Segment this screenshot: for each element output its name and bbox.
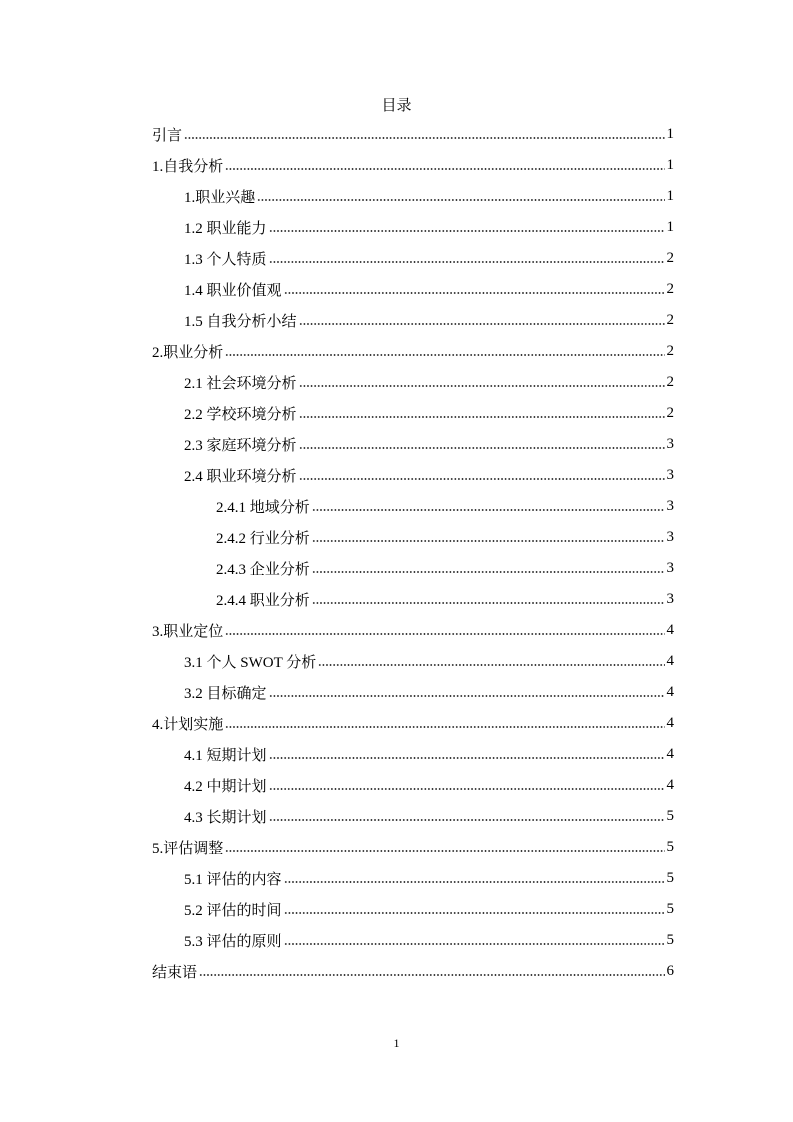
dot-leader [299,321,665,327]
toc-entry-page: 3 [666,467,674,483]
toc-entry-label: 2.4.1 地域分析 [216,500,310,516]
dot-leader [184,135,664,141]
toc-entry-page: 4 [666,715,674,731]
toc-entry-label: 4.1 短期计划 [184,748,267,764]
dot-leader [269,786,665,792]
toc-entry[interactable] [152,832,674,863]
toc-entry-page: 3 [666,436,674,452]
toc-entry-label: 2.1 社会环境分析 [184,376,297,392]
toc-entry-label: 2.3 家庭环境分析 [184,438,297,454]
dot-leader [225,724,664,730]
toc-entry-page: 5 [666,901,674,917]
toc-entry[interactable] [152,553,674,584]
toc-entry[interactable] [152,708,674,739]
toc-entry-label: 结束语 [152,965,198,981]
toc-entry-page: 5 [666,870,674,886]
dot-leader [225,352,664,358]
toc-entry-page: 4 [666,684,674,700]
toc-entry-label: 5.评估调整 [152,841,224,857]
dot-leader [284,879,665,885]
toc-entry-page: 2 [666,343,674,359]
toc-entry-label: 4.2 中期计划 [184,779,267,795]
toc-entry-label: 1.自我分析 [152,159,224,175]
toc-entry[interactable] [152,181,674,212]
toc-entry[interactable] [152,243,674,274]
toc-entry[interactable] [152,429,674,460]
toc-entry-page: 1 [666,157,674,173]
toc-entry-label: 1.2 职业能力 [184,221,267,237]
toc-entry[interactable] [152,646,674,677]
dot-leader [312,538,665,544]
toc-entry[interactable] [152,522,674,553]
toc-entry-page: 1 [666,126,674,142]
toc-entry-label: 4.计划实施 [152,717,224,733]
dot-leader [225,631,664,637]
toc-entry-page: 2 [666,250,674,266]
toc-entry-label: 4.3 长期计划 [184,810,267,826]
dot-leader [225,848,664,854]
toc-entry-page: 4 [666,777,674,793]
dot-leader [225,166,664,172]
toc-entry[interactable] [152,739,674,770]
dot-leader [269,228,665,234]
toc-entry[interactable] [152,956,674,987]
toc-entry-page: 1 [666,188,674,204]
toc-entry-page: 4 [666,653,674,669]
toc-entry-page: 3 [666,498,674,514]
dot-leader [284,910,665,916]
toc-entry[interactable] [152,615,674,646]
toc-entry-label: 1.职业兴趣 [184,190,256,206]
toc-entry[interactable] [152,460,674,491]
toc-entry-page: 2 [666,281,674,297]
dot-leader [199,972,664,978]
toc-entry[interactable] [152,367,674,398]
toc-entry-label: 2.4.2 行业分析 [216,531,310,547]
toc-entry[interactable] [152,398,674,429]
toc-entry-label: 5.1 评估的内容 [184,872,282,888]
dot-leader [312,569,665,575]
toc-entry-page: 4 [666,622,674,638]
toc-entry-label: 5.3 评估的原则 [184,934,282,950]
toc-entry-label: 3.2 目标确定 [184,686,267,702]
toc-entry[interactable] [152,801,674,832]
toc-entry-page: 6 [666,963,674,979]
toc-entry-label: 5.2 评估的时间 [184,903,282,919]
dot-leader [269,693,665,699]
dot-leader [299,476,665,482]
toc-entry-page: 3 [666,529,674,545]
toc-entry-label: 2.4 职业环境分析 [184,469,297,485]
toc-entry-page: 5 [666,932,674,948]
toc-entry[interactable] [152,305,674,336]
toc-entry[interactable] [152,212,674,243]
dot-leader [312,600,665,606]
toc-entry-label: 3.职业定位 [152,624,224,640]
toc-entry-label: 1.5 自我分析小结 [184,314,297,330]
dot-leader [269,755,665,761]
toc-entry[interactable] [152,863,674,894]
dot-leader [269,259,665,265]
toc-entry[interactable] [152,274,674,305]
toc-entry[interactable] [152,336,674,367]
toc-entry-page: 5 [666,808,674,824]
toc-entry-page: 3 [666,560,674,576]
toc-entry-page: 2 [666,374,674,390]
toc-entry[interactable] [152,150,674,181]
toc-entry-page: 2 [666,312,674,328]
dot-leader [284,290,665,296]
toc-entry[interactable] [152,584,674,615]
toc-entry[interactable] [152,491,674,522]
toc-entry-page: 3 [666,591,674,607]
toc-entry-page: 4 [666,746,674,762]
toc-entry-label: 引言 [152,128,183,144]
table-of-contents [152,119,674,987]
toc-entry-label: 2.4.3 企业分析 [216,562,310,578]
toc-entry[interactable] [152,770,674,801]
dot-leader [284,941,665,947]
toc-entry-page: 1 [666,219,674,235]
toc-entry-page: 5 [666,839,674,855]
toc-entry-label: 1.4 职业价值观 [184,283,282,299]
toc-title: 目录 [381,98,412,114]
toc-entry-label: 2.4.4 职业分析 [216,593,310,609]
toc-entry[interactable] [152,925,674,956]
dot-leader [269,817,665,823]
page-number: 1 [393,1036,400,1050]
dot-leader [312,507,665,513]
dot-leader [257,197,664,203]
dot-leader [299,445,665,451]
toc-entry-label: 3.1 个人 SWOT 分析 [184,655,317,671]
toc-entry-page: 2 [666,405,674,421]
toc-entry-label: 2.职业分析 [152,345,224,361]
dot-leader [299,383,665,389]
toc-entry[interactable] [152,677,674,708]
toc-entry[interactable] [152,894,674,925]
dot-leader [299,414,665,420]
toc-entry-label: 2.2 学校环境分析 [184,407,297,423]
toc-entry[interactable] [152,119,674,150]
toc-entry-label: 1.3 个人特质 [184,252,267,268]
dot-leader [318,662,664,668]
